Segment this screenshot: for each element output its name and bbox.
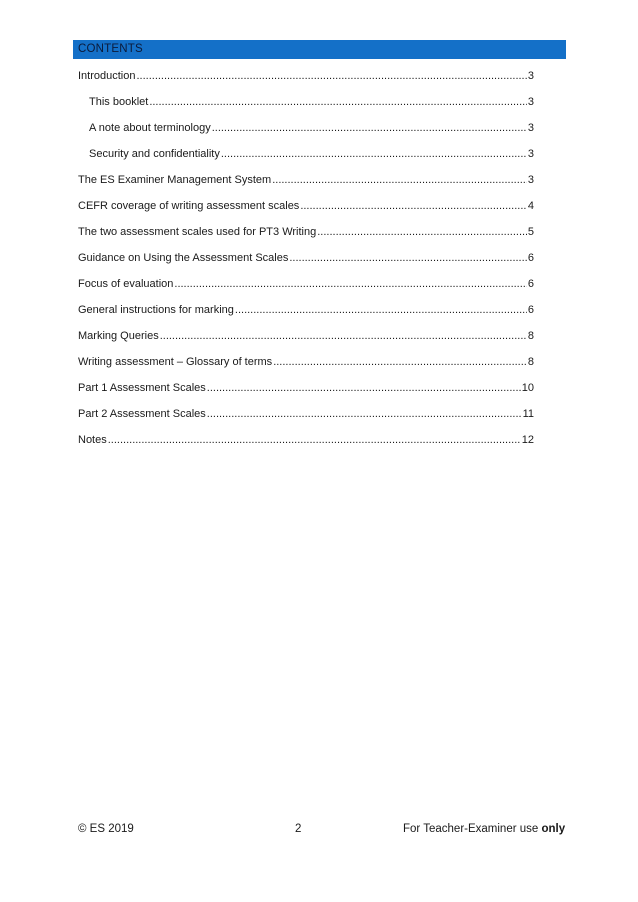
toc-entry-page: 6 xyxy=(527,252,534,264)
toc-dot-leader xyxy=(289,249,527,267)
toc-entry-page: 6 xyxy=(527,304,534,316)
footer-copyright: © ES 2019 xyxy=(78,823,134,835)
toc-entry-page: 8 xyxy=(527,330,534,342)
toc-entry-title: Security and confidentiality xyxy=(89,148,220,160)
toc-entry-title: Writing assessment – Glossary of terms xyxy=(78,356,273,368)
footer-page-number: 2 xyxy=(295,823,302,835)
toc-dot-leader xyxy=(136,67,526,85)
toc-entry-title: Introduction xyxy=(78,70,136,82)
toc-entry-page: 3 xyxy=(527,174,534,186)
toc-entry-security[interactable] xyxy=(89,145,534,163)
toc-dot-leader xyxy=(108,431,521,449)
toc-entry-examiner-management-system[interactable] xyxy=(78,171,534,189)
toc-entry-title: The two assessment scales used for PT3 Writing xyxy=(78,226,317,238)
toc-entry-general-instructions[interactable] xyxy=(78,301,534,319)
toc-entry-focus-of-evaluation[interactable] xyxy=(78,275,534,293)
contents-heading: CONTENTS xyxy=(73,40,566,59)
toc-entry-glossary[interactable] xyxy=(78,353,534,371)
footer-usage-note xyxy=(403,820,565,838)
toc-entry-page: 5 xyxy=(527,226,534,238)
toc-entry-title: General instructions for marking xyxy=(78,304,234,316)
toc-dot-leader xyxy=(235,301,527,319)
toc-entry-page: 3 xyxy=(527,96,534,108)
toc-dot-leader xyxy=(273,353,527,371)
toc-entry-page: 8 xyxy=(527,356,534,368)
toc-entry-title: The ES Examiner Management System xyxy=(78,174,272,186)
toc-dot-leader xyxy=(317,223,527,241)
toc-entry-notes[interactable] xyxy=(78,431,534,449)
toc-entry-page: 3 xyxy=(527,148,534,160)
toc-entry-title: Marking Queries xyxy=(78,330,159,342)
toc-entry-title: This booklet xyxy=(89,96,149,108)
toc-dot-leader xyxy=(212,119,527,137)
toc-entry-page: 12 xyxy=(521,434,534,446)
toc-entry-terminology[interactable] xyxy=(89,119,534,137)
toc-entry-page: 4 xyxy=(527,200,534,212)
toc-entry-two-assessment-scales[interactable] xyxy=(78,223,534,241)
toc-entry-title: Focus of evaluation xyxy=(78,278,174,290)
toc-entry-guidance[interactable] xyxy=(78,249,534,267)
toc-entry-part-2-scales[interactable] xyxy=(78,405,534,423)
footer-usage-note-emphasis: only xyxy=(541,823,566,835)
toc-entry-part-1-scales[interactable] xyxy=(78,379,534,397)
toc-entry-page: 11 xyxy=(522,408,534,420)
toc-entry-page: 3 xyxy=(527,122,534,134)
toc-dot-leader xyxy=(300,197,527,215)
toc-entry-title: CEFR coverage of writing assessment scales xyxy=(78,200,300,212)
toc-entry-title: Notes xyxy=(78,434,107,446)
toc-entry-page: 10 xyxy=(521,382,534,394)
toc-dot-leader xyxy=(160,327,527,345)
toc-entry-title: Part 2 Assessment Scales xyxy=(78,408,206,420)
toc-entry-marking-queries[interactable] xyxy=(78,327,534,345)
toc-entry-introduction[interactable] xyxy=(78,67,534,85)
toc-dot-leader xyxy=(174,275,526,293)
toc-dot-leader xyxy=(207,405,522,423)
footer-usage-note-text: For Teacher-Examiner use xyxy=(403,823,542,835)
toc-entry-title: Guidance on Using the Assessment Scales xyxy=(78,252,289,264)
toc-dot-leader xyxy=(149,93,527,111)
toc-entry-page: 3 xyxy=(527,70,534,82)
toc-entry-title: Part 1 Assessment Scales xyxy=(78,382,206,394)
toc-entry-this-booklet[interactable] xyxy=(89,93,534,111)
toc-dot-leader xyxy=(221,145,527,163)
toc-entry-title: A note about terminology xyxy=(89,122,211,134)
toc-entry-cefr-coverage[interactable] xyxy=(78,197,534,215)
toc-dot-leader xyxy=(272,171,527,189)
toc-dot-leader xyxy=(207,379,521,397)
toc-entry-page: 6 xyxy=(527,278,534,290)
